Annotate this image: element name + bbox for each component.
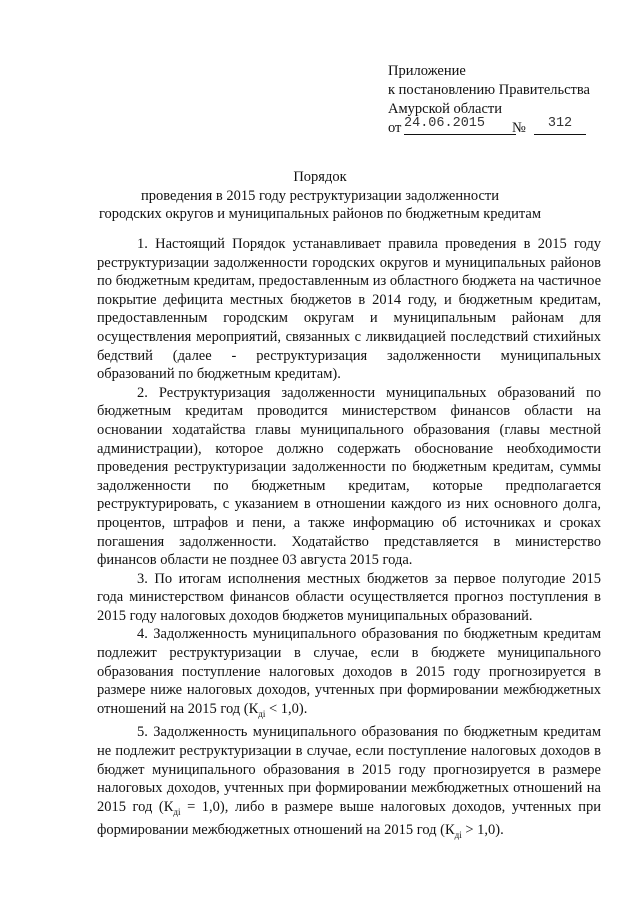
resolution-number: 312 (534, 114, 586, 135)
paragraph-3: 3. По итогам исполнения местных бюджетов за первое полугодие 2015 года министерством финансов области осуществляется прогноз поступления в 2015 году налоговых доходов бюджетов муниципальных образований. (97, 570, 601, 624)
paragraph-4-text: 4. Задолженность муниципального образования по бюджетным кредитам подлежит реструктуризации в случае, если в бюджете муниципального образования поступление налоговых доходов в 2015 году прогнозируется в размере ниже налоговых доходов, учтенных при формировании межбюджетных отношений на 2015 год (К (97, 626, 601, 717)
annex-region-line: Амурской области (388, 101, 502, 117)
document-subtitle-line2: городских округов и муниципальных районов по бюджетным кредитам (98, 206, 542, 222)
resolution-date: 24.06.2015 (404, 114, 516, 135)
annex-title: Приложение (388, 63, 466, 79)
document-body (97, 235, 601, 845)
paragraph-1: 1. Настоящий Порядок устанавливает правила проведения в 2015 году реструктуризации задолженности городских округов и муниципальных районов по бюджетным кредитам, предоставленным из областного бюджета на частичное покрытие дефицита местных бюджетов в 2014 году, и бюджетным кредитам, предоставленным городским округам и муниципальным районам для осуществления мероприятий, связанных с ликвидацией последствий стихийных бедствий (далее - реструктуризация задолженности муниципальных образований по бюджетным кредитам). (97, 236, 601, 383)
annex-date-number-line (388, 116, 628, 138)
document-subtitle-line1: проведения в 2015 году реструктуризации задолженности (140, 188, 500, 204)
annex-block (388, 62, 628, 138)
paragraph-5-tail: > 1,0). (461, 822, 504, 839)
coefficient-subscript: дi (454, 830, 462, 841)
document-title: Порядок (293, 169, 347, 185)
from-label: от (388, 120, 402, 136)
paragraph-5-text: 5. Задолженность муниципального образования по бюджетным кредитам не подлежит реструктуризации в случае, если поступление налоговых доходов в бюджет муниципального образования в 2015 году прогнозируется в размере налоговых доходов, учтенных при формировании межбюджетных отношений на 2015 год (К (97, 724, 601, 815)
paragraph-5-middle: = 1,0), либо в размере выше налоговых доходов, учтенных при формировании межбюджетных отношений на 2015 год (К (97, 798, 601, 839)
paragraph-4-tail: < 1,0). (265, 700, 308, 717)
paragraph-4 (97, 625, 601, 723)
paragraph-5 (97, 723, 601, 844)
coefficient-subscript: дi (173, 806, 181, 817)
number-label: № (512, 120, 526, 136)
annex-resolution-line: к постановлению Правительства (388, 82, 590, 98)
coefficient-subscript: дi (258, 708, 266, 719)
paragraph-2: 2. Реструктуризация задолженности муниципальных образований по бюджетным кредитам проводится министерством финансов области на основании ходатайства главы муниципального образования (главы местной администрации), которое должно содержать обоснование необходимости проведения реструктуризации задолженности по бюджетным кредитам, суммы задолженности по бюджетным кредитам, которые предполагается реструктурировать, с указанием в отношении каждого из них основного долга, процентов, штрафов и пени, а также информацию об источниках и сроках погашения задолженности. Ходатайство представляется в министерство финансов области не позднее 03 августа 2015 года. (97, 384, 601, 569)
